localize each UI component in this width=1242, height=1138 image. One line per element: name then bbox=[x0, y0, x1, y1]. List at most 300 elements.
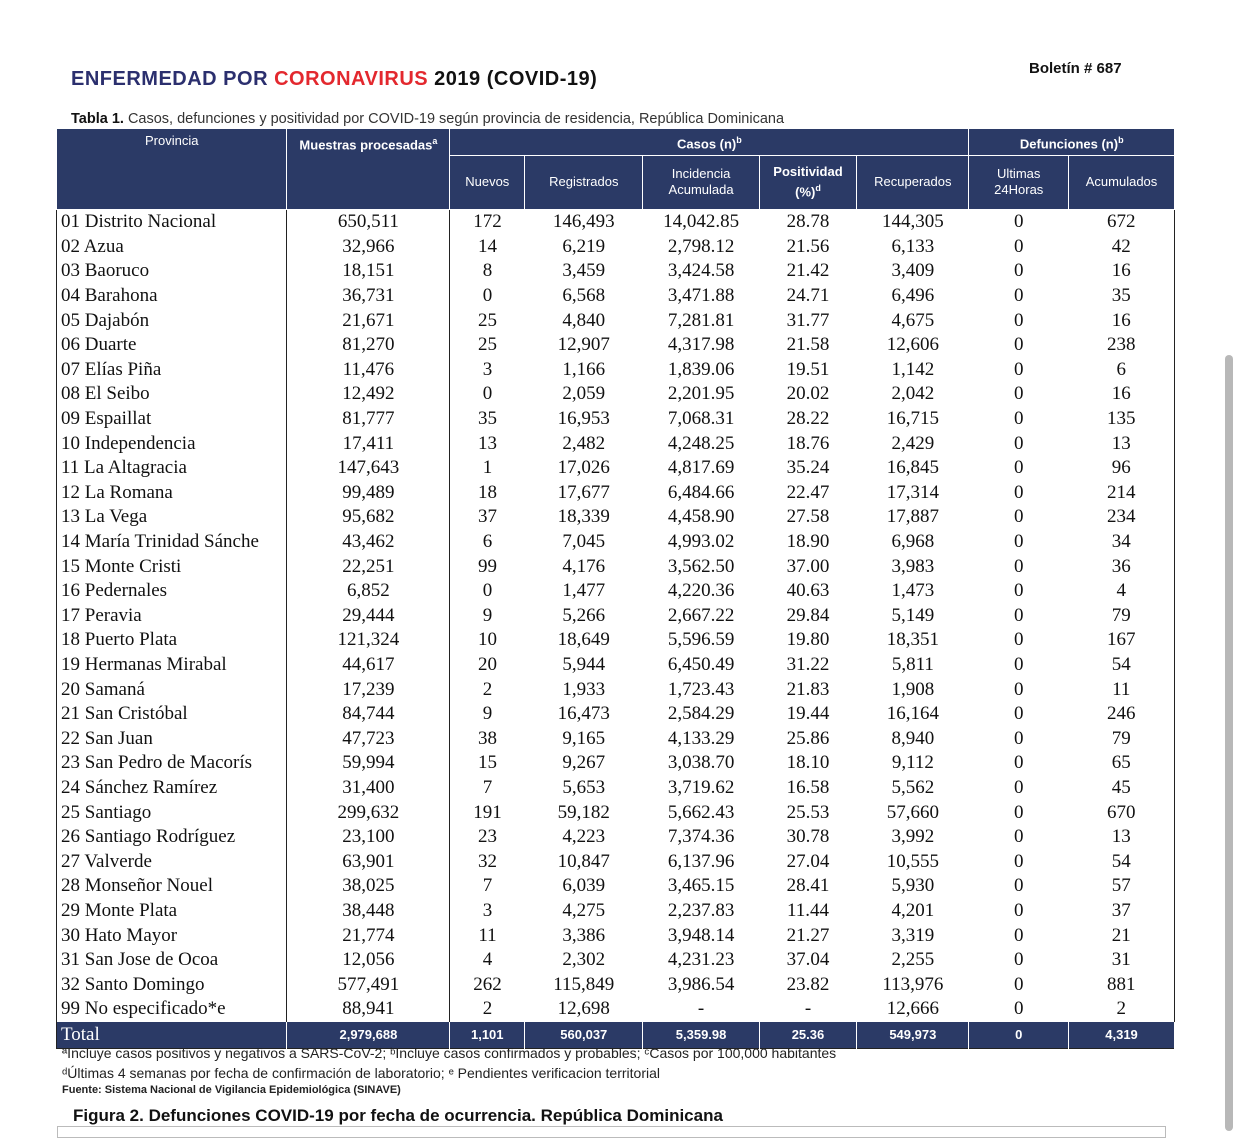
cell-positividad: 27.04 bbox=[786, 850, 830, 872]
cell-nuevos: 99 bbox=[478, 555, 497, 577]
cell-nuevos: 9 bbox=[482, 703, 493, 725]
total-positividad: 25.36 bbox=[759, 1022, 857, 1049]
cell-registrados: 5,266 bbox=[562, 604, 606, 626]
cell-recuperados: 5,930 bbox=[891, 875, 935, 897]
cell-registrados: 5,653 bbox=[562, 776, 606, 798]
cell-recuperados: 17,887 bbox=[886, 506, 939, 528]
cell-acumulados: 135 bbox=[1107, 408, 1136, 430]
cell-muestras: 23,100 bbox=[287, 825, 450, 850]
cell-muestras: 44,617 bbox=[287, 653, 450, 678]
header-ultimas: Ultimas 24Horas bbox=[969, 155, 1069, 209]
cell-nuevos: 6 bbox=[482, 531, 493, 553]
cell-muestras: 31,400 bbox=[287, 776, 450, 801]
cell-incidencia: 6,137.96 bbox=[667, 850, 735, 872]
cell-nuevos: 0 bbox=[482, 383, 493, 405]
cell-registrados: 4,275 bbox=[562, 899, 606, 921]
table-row bbox=[57, 776, 1175, 801]
cell-incidencia: 2,584.29 bbox=[667, 703, 735, 725]
cell-nuevos: 23 bbox=[478, 826, 497, 848]
cell-ultimas: 0 bbox=[1013, 949, 1024, 971]
cell-registrados: 115,849 bbox=[553, 973, 615, 995]
cell-provincia: 16 Pedernales bbox=[57, 579, 287, 604]
cell-positividad: 37.04 bbox=[786, 949, 830, 971]
cell-ultimas: 0 bbox=[969, 210, 1069, 235]
cell-positividad: 23.82 bbox=[786, 973, 830, 995]
cell-provincia: 20 Samaná bbox=[57, 677, 287, 702]
table-row bbox=[57, 407, 1175, 432]
cell-muestras: 17,411 bbox=[287, 431, 450, 456]
table-row bbox=[57, 333, 1175, 358]
table-row bbox=[57, 677, 1175, 702]
cell-recuperados: 12,606 bbox=[886, 334, 939, 356]
cell-positividad: 28.78 bbox=[759, 210, 857, 235]
cell-recuperados: 3,992 bbox=[891, 826, 935, 848]
cell-muestras: 47,723 bbox=[287, 726, 450, 751]
cell-registrados: 59,182 bbox=[557, 801, 610, 823]
total-incidencia: 5,359.98 bbox=[643, 1022, 759, 1049]
cell-incidencia: - bbox=[697, 998, 705, 1020]
table-row bbox=[57, 948, 1175, 973]
table-row bbox=[57, 726, 1175, 751]
table-row bbox=[57, 382, 1175, 407]
cell-nuevos: 7 bbox=[482, 776, 493, 798]
cell-provincia: 02 Azua bbox=[57, 235, 287, 260]
cell-muestras: 11,476 bbox=[287, 358, 450, 383]
cell-registrados: 6,568 bbox=[562, 285, 606, 307]
cell-provincia: 17 Peravia bbox=[57, 604, 287, 629]
cell-ultimas: 0 bbox=[1013, 235, 1024, 257]
cell-registrados: 16,473 bbox=[557, 703, 610, 725]
cell-registrados: 9,165 bbox=[562, 727, 606, 749]
cell-recuperados: 16,845 bbox=[886, 457, 939, 479]
cell-acumulados: 42 bbox=[1111, 235, 1131, 257]
cell-provincia: 24 Sánchez Ramírez bbox=[57, 776, 287, 801]
cell-acumulados: 234 bbox=[1107, 506, 1136, 528]
source-note: Fuente: Sistema Nacional de Vigilancia Epidemiológica (SINAVE) bbox=[62, 1084, 401, 1096]
cell-provincia: 29 Monte Plata bbox=[57, 899, 287, 924]
cell-nuevos: 11 bbox=[478, 924, 497, 946]
cell-acumulados: 670 bbox=[1107, 801, 1136, 823]
cell-recuperados: 3,983 bbox=[891, 555, 935, 577]
table-row bbox=[57, 800, 1175, 825]
cell-recuperados: 12,666 bbox=[886, 998, 939, 1020]
cell-acumulados: 79 bbox=[1111, 727, 1131, 749]
cell-muestras: 29,444 bbox=[287, 604, 450, 629]
cell-positividad: 19.80 bbox=[786, 629, 830, 651]
table-row bbox=[57, 284, 1175, 309]
cell-acumulados: 54 bbox=[1111, 850, 1131, 872]
cell-ultimas: 0 bbox=[1013, 752, 1024, 774]
cell-positividad: 19.44 bbox=[786, 703, 830, 725]
header-incidencia: Incidencia Acumulada bbox=[643, 155, 759, 209]
header-recuperados: Recuperados bbox=[857, 155, 969, 209]
cell-positividad: 25.86 bbox=[786, 727, 830, 749]
table-caption-label: Tabla 1. bbox=[71, 111, 124, 127]
total-nuevos: 1,101 bbox=[450, 1022, 525, 1049]
cell-acumulados: 11 bbox=[1112, 678, 1131, 700]
cell-nuevos: 191 bbox=[473, 801, 502, 823]
cell-registrados: 16,953 bbox=[557, 408, 610, 430]
cell-ultimas: 0 bbox=[1013, 776, 1024, 798]
cell-recuperados: 1,908 bbox=[891, 678, 935, 700]
total-recuperados: 549,973 bbox=[857, 1022, 969, 1049]
cell-provincia: 21 San Cristóbal bbox=[57, 702, 287, 727]
cell-provincia: 19 Hermanas Mirabal bbox=[57, 653, 287, 678]
cell-incidencia: 2,237.83 bbox=[667, 899, 735, 921]
cell-nuevos: 18 bbox=[478, 481, 497, 503]
cell-muestras: 17,239 bbox=[287, 677, 450, 702]
cell-incidencia: 1,839.06 bbox=[667, 358, 735, 380]
cell-provincia: 10 Independencia bbox=[57, 431, 287, 456]
cell-recuperados: 10,555 bbox=[886, 850, 939, 872]
header-nuevos: Nuevos bbox=[450, 155, 525, 209]
cell-acumulados: 246 bbox=[1107, 703, 1136, 725]
cell-incidencia: 3,465.15 bbox=[667, 875, 735, 897]
cell-nuevos: 4 bbox=[482, 949, 493, 971]
page-title bbox=[71, 68, 597, 91]
cell-muestras: 6,852 bbox=[287, 579, 450, 604]
cell-acumulados: 167 bbox=[1107, 629, 1136, 651]
cell-positividad: 40.63 bbox=[786, 580, 830, 602]
cell-acumulados: 37 bbox=[1111, 899, 1131, 921]
table-row bbox=[57, 579, 1175, 604]
cell-recuperados: 16,164 bbox=[886, 703, 939, 725]
cell-muestras: 21,671 bbox=[287, 308, 450, 333]
table-row bbox=[57, 456, 1175, 481]
cell-acumulados: 2 bbox=[1116, 998, 1127, 1020]
cell-nuevos: 9 bbox=[482, 604, 493, 626]
cell-ultimas: 0 bbox=[1013, 531, 1024, 553]
table-row bbox=[57, 431, 1175, 456]
cell-provincia: 32 Santo Domingo bbox=[57, 972, 287, 997]
cell-positividad: 18.90 bbox=[786, 531, 830, 553]
cell-muestras: 12,492 bbox=[287, 382, 450, 407]
cell-muestras: 43,462 bbox=[287, 530, 450, 555]
cell-muestras: 81,270 bbox=[287, 333, 450, 358]
cell-nuevos: 7 bbox=[482, 875, 493, 897]
title-part-1: ENFERMEDAD POR bbox=[71, 68, 275, 90]
total-label: Total bbox=[57, 1022, 287, 1049]
cell-incidencia: 6,450.49 bbox=[667, 653, 735, 675]
cell-registrados: 17,026 bbox=[557, 457, 610, 479]
cell-nuevos: 25 bbox=[478, 334, 497, 356]
cell-incidencia: 1,723.43 bbox=[667, 678, 735, 700]
cell-nuevos: 10 bbox=[478, 629, 497, 651]
cell-muestras: 81,777 bbox=[287, 407, 450, 432]
cell-registrados: 5,944 bbox=[562, 653, 606, 675]
cell-positividad: 31.77 bbox=[786, 309, 830, 331]
figure-title: Figura 2. Defunciones COVID-19 por fecha de ocurrencia. República Dominicana bbox=[73, 1106, 723, 1125]
cell-provincia: 99 No especificado*e bbox=[57, 997, 287, 1022]
cell-muestras: 650,511 bbox=[287, 210, 450, 235]
cell-provincia: 06 Duarte bbox=[57, 333, 287, 358]
cell-muestras: 38,448 bbox=[287, 899, 450, 924]
cell-muestras: 84,744 bbox=[287, 702, 450, 727]
cell-registrados: 7,045 bbox=[562, 531, 606, 553]
cell-provincia: 31 San Jose de Ocoa bbox=[57, 948, 287, 973]
cell-acumulados: 6 bbox=[1116, 358, 1127, 380]
bulletin-number: Boletín # 687 bbox=[1029, 60, 1122, 77]
cell-muestras: 32,966 bbox=[287, 235, 450, 260]
cell-recuperados: 1,473 bbox=[891, 580, 935, 602]
cell-provincia: 04 Barahona bbox=[57, 284, 287, 309]
cell-acumulados: 214 bbox=[1107, 481, 1136, 503]
cell-acumulados: 881 bbox=[1107, 973, 1136, 995]
cell-muestras: 18,151 bbox=[287, 259, 450, 284]
cell-incidencia: 2,667.22 bbox=[667, 604, 735, 626]
cell-positividad: 20.02 bbox=[786, 383, 830, 405]
header-provincia: Provincia bbox=[57, 129, 287, 210]
cell-registrados: 2,482 bbox=[562, 432, 606, 454]
cell-nuevos: 32 bbox=[478, 850, 497, 872]
cell-positividad: 22.47 bbox=[786, 481, 830, 503]
cell-ultimas: 0 bbox=[1013, 432, 1024, 454]
cell-acumulados: 16 bbox=[1111, 260, 1131, 282]
cell-registrados: 18,649 bbox=[557, 629, 610, 651]
cell-provincia: 27 Valverde bbox=[57, 849, 287, 874]
cell-acumulados: 34 bbox=[1111, 531, 1131, 553]
header-muestras: Muestras procesadas$^a$ bbox=[287, 129, 450, 210]
table-row bbox=[57, 899, 1175, 924]
table-row bbox=[57, 825, 1175, 850]
table-row bbox=[57, 604, 1175, 629]
cell-positividad: - bbox=[804, 998, 812, 1020]
cell-provincia: 01 Distrito Nacional bbox=[57, 210, 287, 235]
cell-acumulados: 13 bbox=[1111, 432, 1131, 454]
cell-incidencia: 2,798.12 bbox=[667, 235, 735, 257]
cell-registrados: 3,386 bbox=[562, 924, 606, 946]
cell-ultimas: 0 bbox=[1013, 678, 1024, 700]
cell-ultimas: 0 bbox=[1013, 850, 1024, 872]
figure-frame bbox=[57, 1126, 1166, 1138]
cell-muestras: 63,901 bbox=[287, 849, 450, 874]
cell-positividad: 28.22 bbox=[786, 408, 830, 430]
cell-ultimas: 0 bbox=[1013, 899, 1024, 921]
cell-registrados: 4,176 bbox=[562, 555, 606, 577]
cell-positividad: 18.76 bbox=[786, 432, 830, 454]
cell-ultimas: 0 bbox=[1013, 309, 1024, 331]
cell-recuperados: 9,112 bbox=[891, 752, 934, 774]
cell-ultimas: 0 bbox=[1013, 604, 1024, 626]
table-row bbox=[57, 997, 1175, 1022]
table-row bbox=[57, 751, 1175, 776]
cell-acumulados: 35 bbox=[1111, 285, 1131, 307]
cell-incidencia: 3,986.54 bbox=[667, 973, 735, 995]
cell-acumulados: 79 bbox=[1111, 604, 1131, 626]
cell-registrados: 6,219 bbox=[562, 235, 606, 257]
cell-positividad: 19.51 bbox=[786, 358, 830, 380]
cell-provincia: 07 Elías Piña bbox=[57, 358, 287, 383]
cell-ultimas: 0 bbox=[1013, 506, 1024, 528]
table-caption-text: Casos, defunciones y positividad por COVID-19 según provincia de residencia, República Dominicana bbox=[123, 111, 785, 127]
header-casos: Casos $(n)^b$ bbox=[450, 129, 969, 156]
cell-recuperados: 113,976 bbox=[882, 973, 944, 995]
header-defunciones: Defunciones $(n)^b$ bbox=[969, 129, 1175, 156]
cell-ultimas: 0 bbox=[1013, 924, 1024, 946]
cell-recuperados: 5,811 bbox=[891, 653, 934, 675]
table-body bbox=[57, 210, 1175, 1022]
table-row bbox=[57, 923, 1175, 948]
cell-provincia: 14 María Trinidad Sánche bbox=[57, 530, 287, 555]
cell-nuevos: 25 bbox=[478, 309, 497, 331]
cell-incidencia: 2,201.95 bbox=[667, 383, 735, 405]
cell-registrados: 9,267 bbox=[562, 752, 606, 774]
cell-acumulados: 16 bbox=[1111, 383, 1131, 405]
cell-provincia: 08 El Seibo bbox=[57, 382, 287, 407]
total-acumulados: 4,319 bbox=[1069, 1022, 1175, 1049]
title-part-2: CORONAVIRUS bbox=[274, 68, 429, 90]
cell-recuperados: 6,968 bbox=[891, 531, 935, 553]
cell-incidencia: 5,662.43 bbox=[667, 801, 735, 823]
cell-incidencia: 3,424.58 bbox=[667, 260, 735, 282]
cell-ultimas: 0 bbox=[1013, 629, 1024, 651]
cell-acumulados: 672 bbox=[1069, 210, 1175, 235]
cell-provincia: 03 Baoruco bbox=[57, 259, 287, 284]
cell-nuevos: 2 bbox=[482, 998, 493, 1020]
cell-ultimas: 0 bbox=[1013, 408, 1024, 430]
cell-provincia: 26 Santiago Rodríguez bbox=[57, 825, 287, 850]
cell-incidencia: 3,562.50 bbox=[667, 555, 735, 577]
cell-incidencia: 7,281.81 bbox=[667, 309, 735, 331]
cell-acumulados: 36 bbox=[1111, 555, 1131, 577]
cell-provincia: 12 La Romana bbox=[57, 481, 287, 506]
cell-incidencia: 4,220.36 bbox=[667, 580, 735, 602]
cell-recuperados: 6,496 bbox=[891, 285, 935, 307]
cell-ultimas: 0 bbox=[1013, 801, 1024, 823]
cell-registrados: 2,059 bbox=[562, 383, 606, 405]
cell-muestras: 21,774 bbox=[287, 923, 450, 948]
cell-acumulados: 238 bbox=[1107, 334, 1136, 356]
cell-positividad: 35.24 bbox=[786, 457, 830, 479]
cell-registrados: 12,698 bbox=[557, 998, 610, 1020]
table-row bbox=[57, 702, 1175, 727]
table-row bbox=[57, 481, 1175, 506]
cell-ultimas: 0 bbox=[1013, 358, 1024, 380]
cell-recuperados: 3,409 bbox=[891, 260, 935, 282]
cell-nuevos: 0 bbox=[482, 580, 493, 602]
table-row bbox=[57, 874, 1175, 899]
cell-ultimas: 0 bbox=[1013, 580, 1024, 602]
cell-recuperados: 1,142 bbox=[891, 358, 935, 380]
cell-nuevos: 20 bbox=[478, 653, 497, 675]
cell-recuperados: 2,255 bbox=[891, 949, 935, 971]
cell-positividad: 11.44 bbox=[786, 899, 829, 921]
cell-nuevos: 1 bbox=[482, 457, 493, 479]
cell-incidencia: 4,231.23 bbox=[667, 949, 735, 971]
footnote-1: ªIncluye casos positivos y negativos a SARS-CoV-2; ᵇIncluye casos confirmados y probables; ᶜCasos por 100,000 habitantes bbox=[62, 1045, 837, 1061]
cell-registrados: 146,493 bbox=[525, 210, 643, 235]
scrollbar[interactable] bbox=[1225, 355, 1233, 1131]
cell-provincia: 25 Santiago bbox=[57, 800, 287, 825]
cell-incidencia: 4,817.69 bbox=[667, 457, 735, 479]
table-row bbox=[57, 530, 1175, 555]
cell-incidencia: 7,374.36 bbox=[667, 826, 735, 848]
cell-incidencia: 3,038.70 bbox=[667, 752, 735, 774]
cell-provincia: 28 Monseñor Nouel bbox=[57, 874, 287, 899]
table-row bbox=[57, 358, 1175, 383]
cell-nuevos: 0 bbox=[482, 285, 493, 307]
cell-registrados: 1,933 bbox=[562, 678, 606, 700]
cell-nuevos: 15 bbox=[478, 752, 497, 774]
cell-provincia: 22 San Juan bbox=[57, 726, 287, 751]
header-acumulados: Acumulados bbox=[1069, 155, 1175, 209]
cell-acumulados: 4 bbox=[1116, 580, 1127, 602]
cell-registrados: 4,223 bbox=[562, 826, 606, 848]
cell-nuevos: 13 bbox=[478, 432, 497, 454]
footnote-2: ᵈÚltimas 4 semanas por fecha de confirmación de laboratorio; ᵉ Pendientes verificacion territorial bbox=[62, 1065, 660, 1081]
cell-acumulados: 21 bbox=[1111, 924, 1131, 946]
cell-ultimas: 0 bbox=[1013, 727, 1024, 749]
cell-nuevos: 8 bbox=[482, 260, 493, 282]
cell-acumulados: 57 bbox=[1111, 875, 1131, 897]
cell-muestras: 147,643 bbox=[287, 456, 450, 481]
cell-registrados: 10,847 bbox=[557, 850, 610, 872]
cell-positividad: 21.56 bbox=[786, 235, 830, 257]
cell-ultimas: 0 bbox=[1013, 260, 1024, 282]
cell-recuperados: 3,319 bbox=[891, 924, 935, 946]
cell-positividad: 37.00 bbox=[786, 555, 830, 577]
cell-acumulados: 31 bbox=[1111, 949, 1131, 971]
cell-recuperados: 5,562 bbox=[891, 776, 935, 798]
cell-nuevos: 2 bbox=[482, 678, 493, 700]
cell-positividad: 16.58 bbox=[786, 776, 830, 798]
cell-recuperados: 16,715 bbox=[886, 408, 939, 430]
cell-incidencia: 7,068.31 bbox=[667, 408, 735, 430]
cell-positividad: 21.58 bbox=[786, 334, 830, 356]
cell-nuevos: 3 bbox=[482, 358, 493, 380]
cell-ultimas: 0 bbox=[1013, 973, 1024, 995]
cell-positividad: 21.42 bbox=[786, 260, 830, 282]
cell-ultimas: 0 bbox=[1013, 285, 1024, 307]
cell-positividad: 29.84 bbox=[786, 604, 830, 626]
cell-recuperados: 8,940 bbox=[891, 727, 935, 749]
cell-nuevos: 37 bbox=[478, 506, 497, 528]
cell-muestras: 88,941 bbox=[287, 997, 450, 1022]
cell-ultimas: 0 bbox=[1013, 457, 1024, 479]
cell-registrados: 12,907 bbox=[557, 334, 610, 356]
cell-provincia: 13 La Vega bbox=[57, 505, 287, 530]
cell-incidencia: 14,042.85 bbox=[643, 210, 759, 235]
cell-positividad: 30.78 bbox=[786, 826, 830, 848]
cell-nuevos: 172 bbox=[450, 210, 525, 235]
cell-incidencia: 3,719.62 bbox=[667, 776, 735, 798]
cell-recuperados: 17,314 bbox=[886, 481, 939, 503]
cell-provincia: 05 Dajabón bbox=[57, 308, 287, 333]
cell-nuevos: 14 bbox=[478, 235, 497, 257]
cell-provincia: 30 Hato Mayor bbox=[57, 923, 287, 948]
cell-ultimas: 0 bbox=[1013, 481, 1024, 503]
cell-nuevos: 38 bbox=[478, 727, 497, 749]
cell-muestras: 99,489 bbox=[287, 481, 450, 506]
cell-positividad: 24.71 bbox=[786, 285, 830, 307]
table-row bbox=[57, 210, 1175, 235]
cell-registrados: 17,677 bbox=[557, 481, 610, 503]
cell-positividad: 21.27 bbox=[786, 924, 830, 946]
cell-positividad: 25.53 bbox=[786, 801, 830, 823]
cell-acumulados: 13 bbox=[1111, 826, 1131, 848]
cell-incidencia: 4,248.25 bbox=[667, 432, 735, 454]
cell-positividad: 31.22 bbox=[786, 653, 830, 675]
total-registrados: 560,037 bbox=[525, 1022, 643, 1049]
cell-recuperados: 144,305 bbox=[857, 210, 969, 235]
cell-muestras: 59,994 bbox=[287, 751, 450, 776]
cell-provincia: 11 La Altagracia bbox=[57, 456, 287, 481]
cell-muestras: 22,251 bbox=[287, 554, 450, 579]
table-caption bbox=[71, 111, 784, 127]
cell-ultimas: 0 bbox=[1013, 383, 1024, 405]
covid-table bbox=[56, 128, 1175, 1049]
cell-provincia: 09 Espaillat bbox=[57, 407, 287, 432]
